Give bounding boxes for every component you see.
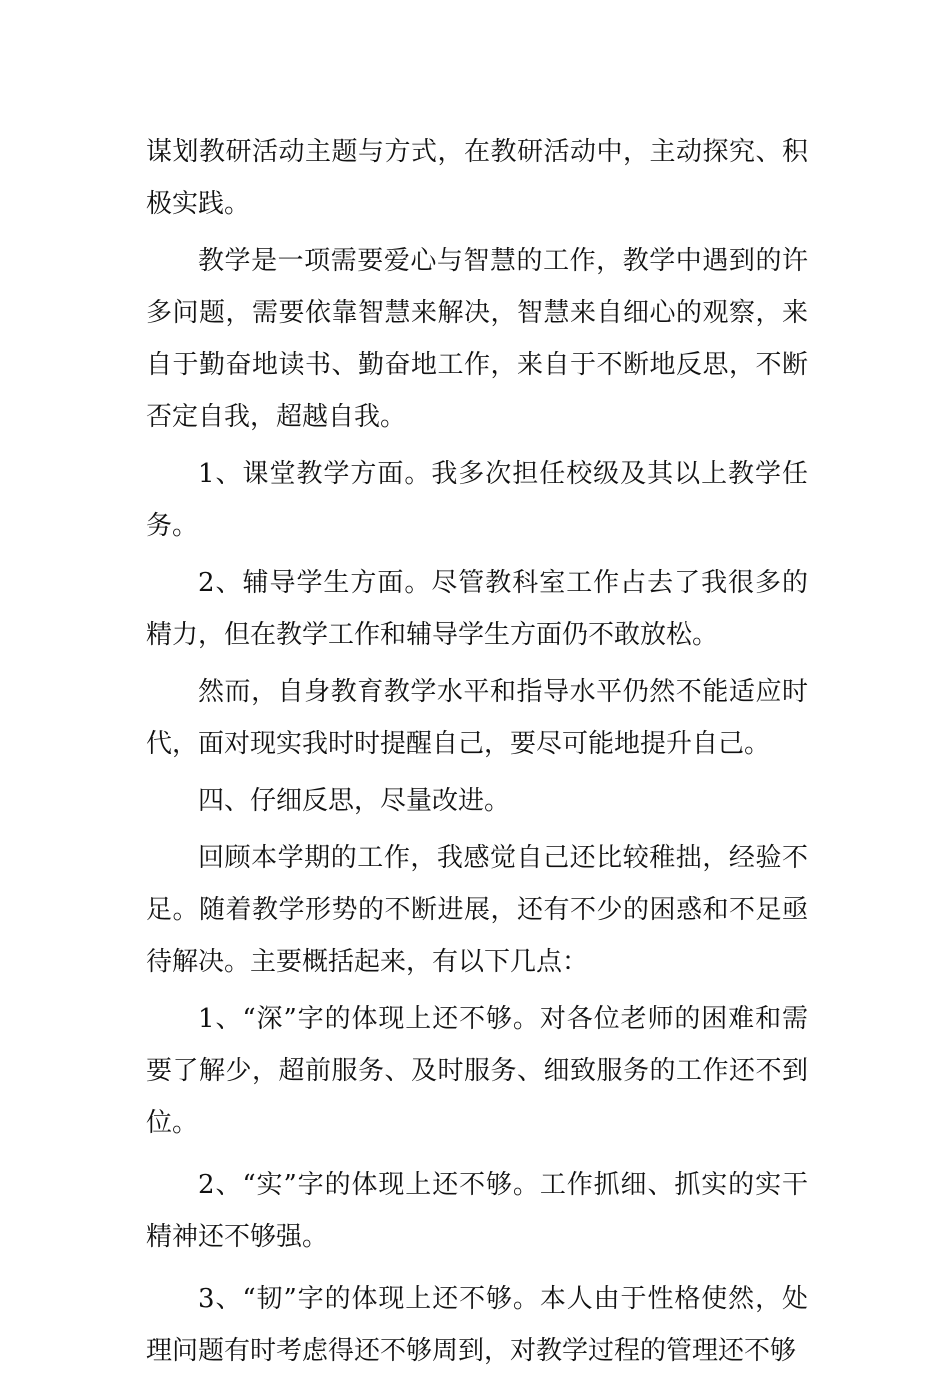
paragraph-1: 谋划教研活动主题与方式，在教研活动中，主动探究、积极实践。 (146, 137, 808, 219)
paragraph-3: 1、课堂教学方面。我多次担任校级及其以上教学任务。 (146, 459, 808, 541)
paragraph-2: 教学是一项需要爱心与智慧的工作，教学中遇到的许多问题，需要依靠智慧来解决，智慧来自细心的观察，来自于勤奋地读书、勤奋地工作，来自于不断地反思，不断否定自我，超越自我。 (146, 246, 808, 432)
paragraph-7: 回顾本学期的工作，我感觉自己还比较稚拙，经验不足。随着教学形势的不断进展，还有不少的困惑和不足亟待解决。主要概括起来，有以下几点： (146, 843, 808, 977)
paragraph-10: 3、“韧”字的体现上还不够。本人由于性格使然，处理问题有时考虑得还不够周到，对教学过程的管理还不够 (146, 1284, 808, 1366)
section-heading: 四、仔细反思，尽量改进。 (198, 786, 511, 816)
document-body (146, 126, 808, 1377)
paragraph-9: 2、“实”字的体现上还不够。工作抓细、抓实的实干精神还不够强。 (146, 1170, 808, 1252)
paragraph-4: 2、辅导学生方面。尽管教科室工作占去了我很多的精力，但在教学工作和辅导学生方面仍不敢放松。 (146, 568, 808, 650)
paragraph-5: 然而，自身教育教学水平和指导水平仍然不能适应时代，面对现实我时时提醒自己，要尽可能地提升自己。 (146, 677, 808, 759)
paragraph-8: 1、“深”字的体现上还不够。对各位老师的困难和需要了解少，超前服务、及时服务、细致服务的工作还不到位。 (146, 1004, 808, 1138)
